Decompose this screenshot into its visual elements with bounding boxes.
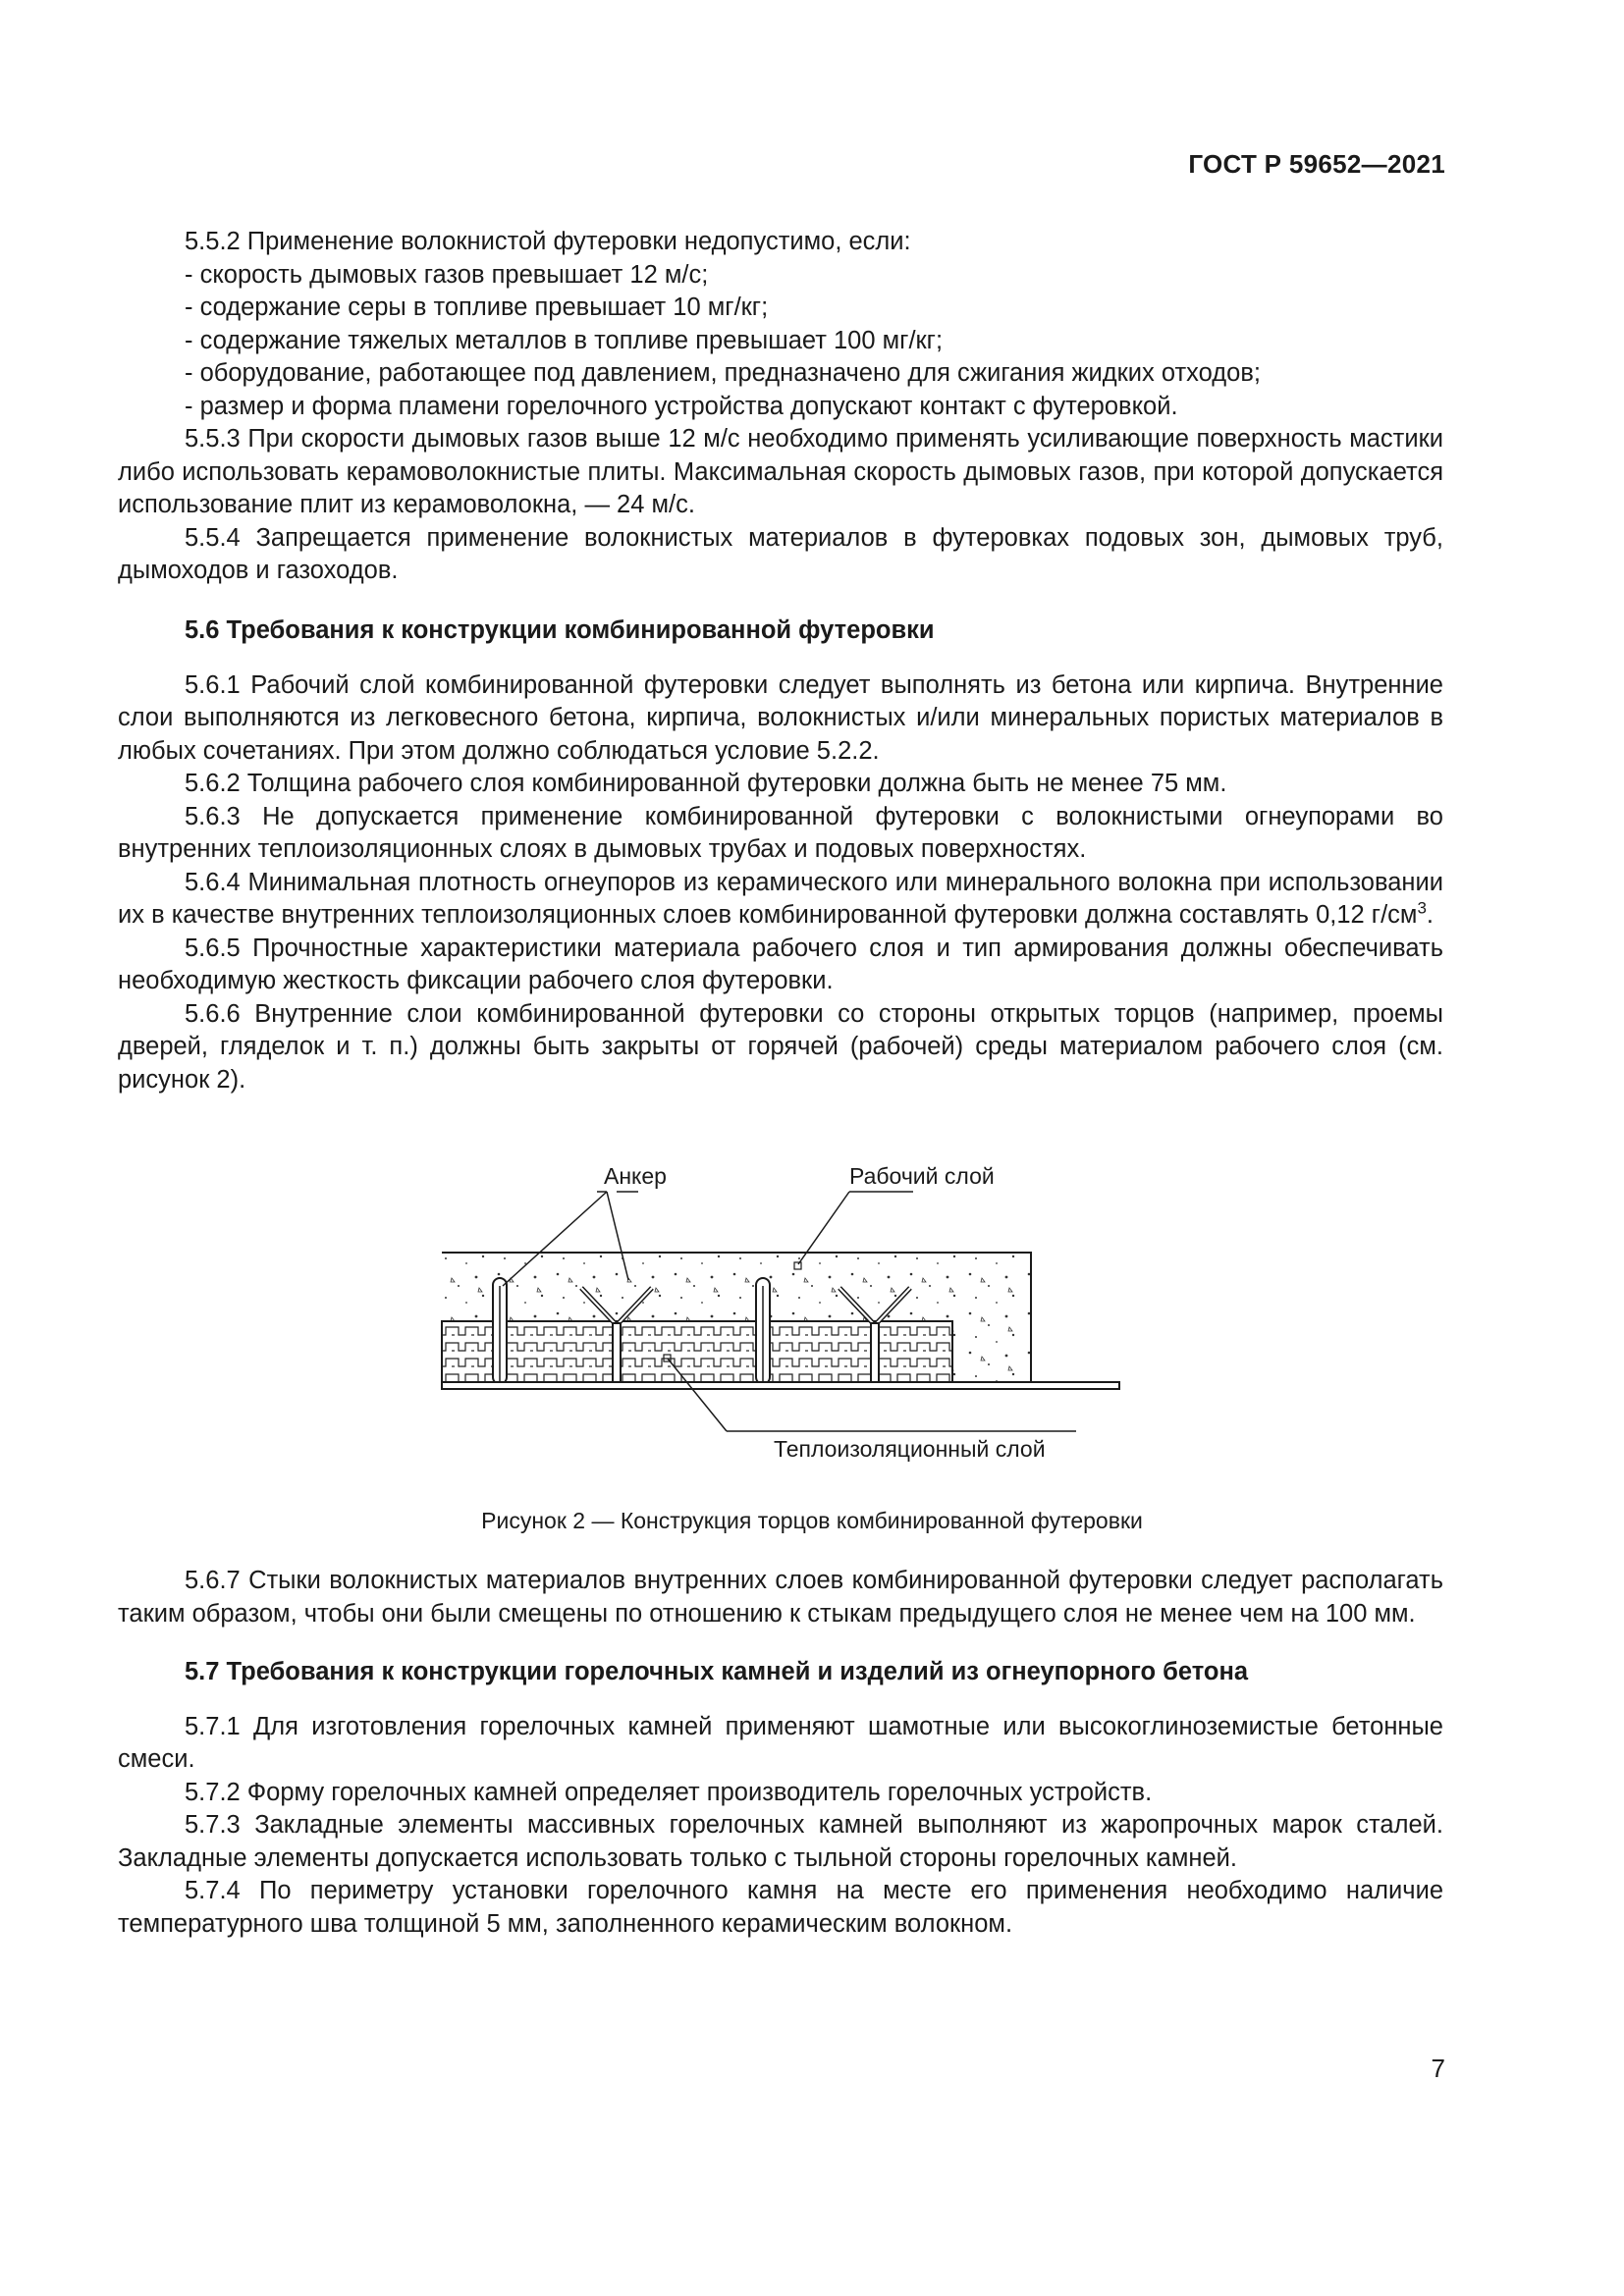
para-5-6-4-text: 5.6.4 Минимальная плотность огнеупоров из керамического или минерального волокна при использовании их в качестве внутренних теплоизоляционных слоев комбинированной футеровки должна составлять 0,12 г/см: [118, 868, 1443, 929]
para-5-6-4: [118, 867, 1443, 933]
section-heading-5-7: 5.7 Требования к конструкции горелочных камней и изделий из огнеупорного бетона: [185, 1658, 1249, 1685]
list-item: - размер и форма пламени горелочного устройства допускают контакт с футеровкой.: [185, 392, 1178, 420]
pin-anchor: [756, 1278, 770, 1384]
para-5-6-2: 5.6.2 Толщина рабочего слоя комбинированной футеровки должна быть не менее 75 мм.: [185, 770, 1227, 797]
list-item: - скорость дымовых газов превышает 12 м/с;: [185, 260, 709, 289]
para-5-7-4: 5.7.4 По периметру установки горелочного камня на месте его применения необходимо наличие температурного шва толщиной 5 мм, заполненного керамическим волокном.: [118, 1877, 1443, 1938]
para-5-6-3: 5.6.3 Не допускается применение комбинированной футеровки с волокнистыми огнеупорами во внутренних теплоизоляционных слоях в дымовых трубах и подовых поверхностях.: [118, 802, 1443, 863]
para-5-6-5: 5.6.5 Прочностные характеристики материала рабочего слоя и тип армирования должны обеспечивать необходимую жесткость фиксации рабочего слоя футеровки.: [118, 934, 1443, 994]
para-5-5-3: 5.5.3 При скорости дымовых газов выше 12 м/с необходимо применять усиливающие поверхность мастики либо использовать керамоволокнистые плиты. Максимальная скорость дымовых газов, при которой допускается использование плит из керамоволокна, — 24 м/с.: [118, 425, 1443, 518]
label-working-layer: Рабочий слой: [849, 1163, 995, 1189]
superscript: 3: [1417, 898, 1427, 918]
figure-caption: Рисунок 2 — Конструкция торцов комбинированной футеровки: [481, 1508, 1143, 1533]
base-plate: [442, 1382, 1119, 1389]
section-5-6-7-block: [118, 1565, 1443, 1941]
standard-header: ГОСТ Р 59652—2021: [1188, 149, 1445, 179]
para-5-5-4: 5.5.4 Запрещается применение волокнистых материалов в футеровках подовых зон, дымовых труб, дымоходов и газоходов.: [118, 523, 1443, 584]
para-5-6-6: 5.6.6 Внутренние слои комбинированной футеровки со стороны открытых торцов (например, проемы дверей, гляделок и т. п.) должны быть закрыты от горячей (рабочей) среды материалом рабочего слоя (см. рисунок 2).: [118, 999, 1443, 1094]
figure-2-diagram: [432, 1150, 1139, 1484]
list-item: - содержание тяжелых металлов в топливе превышает 100 мг/кг;: [185, 326, 944, 354]
para-5-6-7: 5.6.7 Стыки волокнистых материалов внутренних слоев комбинированной футеровки следует располагать таким образом, чтобы они были смещены по отношению к стыкам предыдущего слоя не менее чем на 100 мм.: [118, 1567, 1443, 1628]
page-number: 7: [1431, 2054, 1445, 2083]
section-heading-5-6: 5.6 Требования к конструкции комбинированной футеровки: [185, 616, 935, 644]
para-5-6-1: 5.6.1 Рабочий слой комбинированной футеровки следует выполнять из бетона или кирпича. Внутренние слои выполняются из легковесного бетона, кирпича, волокнистых и/или минеральных пористых материалов в любых сочетаниях. При этом должно соблюдаться условие 5.2.2.: [118, 670, 1443, 765]
list-item: - содержание серы в топливе превышает 10 мг/кг;: [185, 294, 769, 321]
para-5-6-4-end: .: [1426, 901, 1435, 929]
para-5-7-3: 5.7.3 Закладные элементы массивных горелочных камней выполняют из жаропрочных марок сталей. Закладные элементы допускается использовать только с тыльной стороны горелочных камней.: [118, 1811, 1443, 1872]
para-5-7-2: 5.7.2 Форму горелочных камней определяет производитель горелочных устройств.: [185, 1778, 1153, 1806]
label-insulation-layer: Теплоизоляционный слой: [774, 1436, 1046, 1462]
label-anchor: Анкер: [604, 1163, 667, 1189]
para-5-5-2-intro: 5.5.2 Применение волокнистой футеровки недопустимо, если:: [185, 228, 911, 255]
list-item: - оборудование, работающее под давлением, предназначено для сжигания жидких отходов;: [185, 359, 1261, 387]
pin-anchor: [493, 1278, 507, 1384]
section-5-6-block: [118, 614, 1443, 1096]
para-5-7-1: 5.7.1 Для изготовления горелочных камней применяют шамотные или высокоглиноземистые бетонные смеси.: [118, 1712, 1443, 1773]
section-5-5-block: [118, 226, 1443, 588]
